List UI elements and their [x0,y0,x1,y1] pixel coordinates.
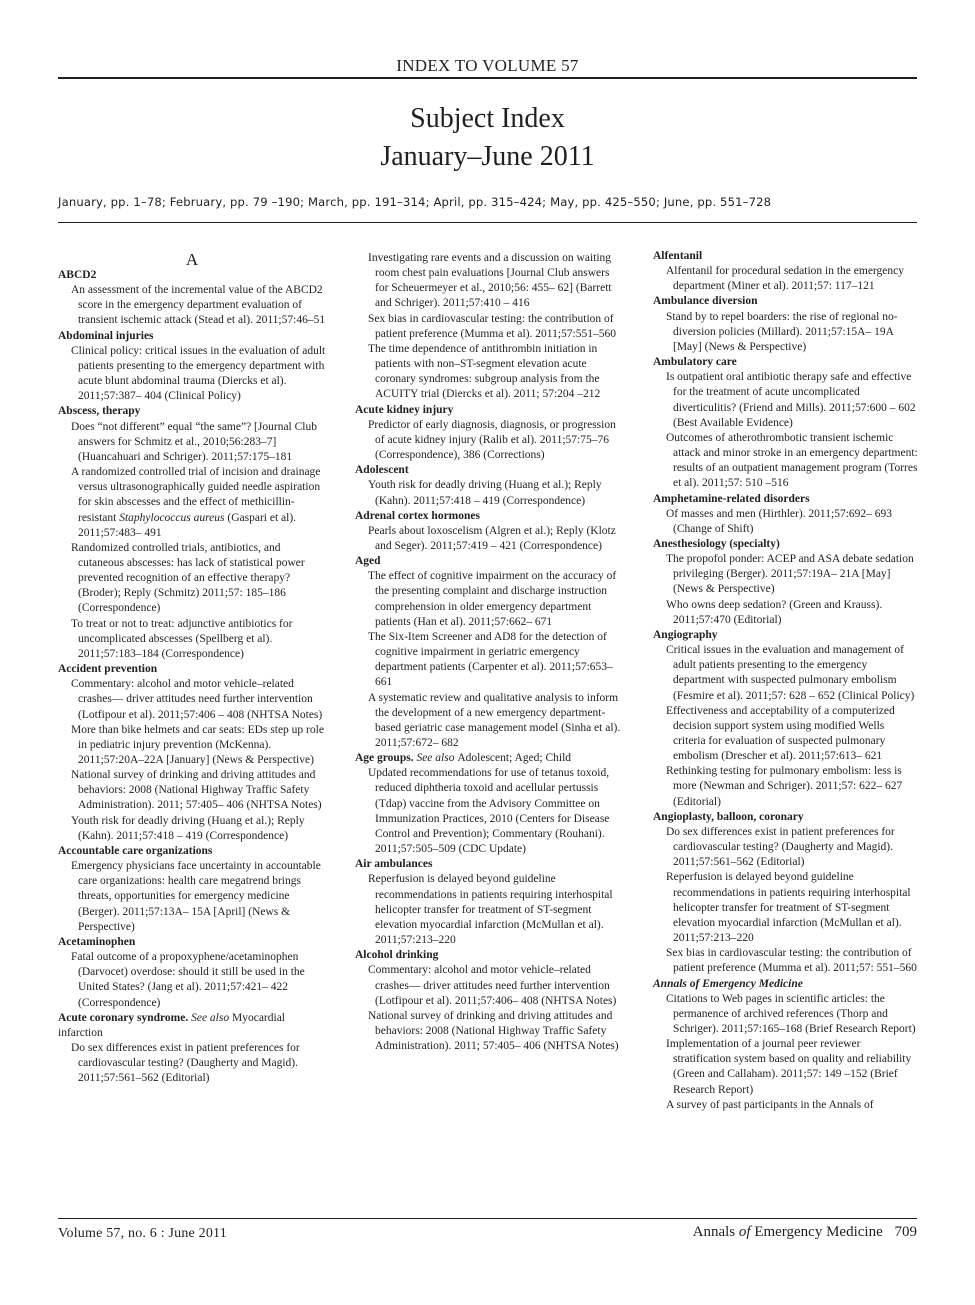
index-entry: National survey of drinking and driving attitudes and behaviors: 2008 (National Highway Traffic Safety Administration). 2011; 57:405– 406 (NHTSA Notes) [368,1009,619,1053]
index-heading [58,1011,326,1041]
index-heading: Alcohol drinking [355,949,439,962]
index-entry: Does “not different” equal “the same”? [Journal Club answers for Schmitz et al., 2010;56:283–7] (Huancahuari and Schriger). 2011;57:175–181 [71,420,317,463]
issue-page-ranges: January, pp. 1–78; February, pp. 79 –190; March, pp. 191–314; April, pp. 315–424; May, pp. 425–550; June, pp. 551–728 [58,195,772,209]
index-entry: Investigating rare events and a discussion on waiting room chest pain evaluations [Journal Club answers for Scheuermeyer et al., 2010;56: 455– 62] (Barrett and Schriger). 2011;57:410 – 416 [368,252,612,310]
index-entry: Rethinking testing for pulmonary embolism: less is more (Newman and Schriger). 2011;57: 622– 627 (Editorial) [666,765,903,808]
index-heading: Angioplasty, balloon, coronary [653,810,804,823]
index-entry: A systematic review and qualitative analysis to inform the development of a new emergency department-based geriatric case management model (Sinha et al). 2011;57:672– 682 [368,691,621,749]
index-heading [355,751,623,766]
index-entry: Do sex differences exist in patient preferences for cardiovascular testing? (Daugherty and Magid). 2011;57:561–562 (Editorial) [666,825,895,869]
index-entry: Youth risk for deadly driving (Huang et al.); Reply (Kahn). 2011;57:418 – 419 (Correspondence) [71,814,305,842]
index-entry: Reperfusion is delayed beyond guideline recommendations in patients requiring interhospital helicopter transfer for treatment of ST-segment elevation myocardial infarction (McMullan et al). 2011;57:213–220 [666,871,911,945]
index-heading: Acute kidney injury [355,403,454,416]
index-heading: Annals of Emergency Medicine [653,977,803,990]
index-entry: Of masses and men (Hirthler). 2011;57:692– 693 (Change of Shift) [666,507,893,535]
index-entry: The effect of cognitive impairment on the accuracy of the presenting complaint and discharge instruction comprehension in older emergency department patients (Han et al). 2011;57:662– 671 [368,570,617,628]
index-column-2 [355,251,623,1054]
index-heading: Abscess, therapy [58,405,141,418]
see-also-label: See also [416,752,455,765]
page-subtitle: January–June 2011 [380,141,595,172]
page-number: 709 [894,1224,917,1240]
index-entry: Randomized controlled trials, antibiotics, and cutaneous abscesses: has lack of statistical power prevented recognition of an effective therapy? (Broder); Reply (Schmitz) 2011;57: 185–186 (Correspondence) [71,541,305,615]
index-entry: Outcomes of atherothrombotic transient ischemic attack and minor stroke in an emergency department: results of an outpatient management program (Torres et al). 2011;57: 510 –516 [666,431,918,490]
index-entry: The time dependence of antithrombin initiation in patients with non–ST-segment elevation acute coronary syndromes: subgroup analysis from the ACUITY trial (Diercks et al). 2011; 57:204 –212 [368,342,601,401]
index-heading: Adrenal cortex hormones [355,509,480,522]
index-heading: Amphetamine-related disorders [653,492,810,505]
header-rule [58,222,917,223]
see-also-terms: Adolescent; Aged; Child [457,752,572,765]
index-entry: Implementation of a journal peer reviewer stratification system based on quality and reliability (Green and Callaham). 2011;57: 149 –152 (Brief Research Report) [666,1038,912,1096]
index-entry: Youth risk for deadly driving (Huang et al.); Reply (Kahn). 2011;57:418 – 419 (Correspondence) [368,479,602,507]
index-entry: Updated recommendations for use of tetanus toxoid, reduced diphtheria toxoid and acellular pertussis (Tdap) vaccine from the Advisory Committee on Immunization Practices, 2010 (Centers for Disease Control and Prevention); Commentary (Rouhani). 2011;57:505–509 (CDC Update) [368,767,610,856]
index-entry: Clinical policy: critical issues in the evaluation of adult patients presenting to the emergency department with acute blunt abdominal trauma (Diercks et al). 2011;57:387– 404 (Clinical Policy) [71,344,326,403]
heading-term: Age groups. [355,752,414,765]
journal-name-of: of [738,1224,751,1240]
index-entry: Alfentanil for procedural sedation in the emergency department (Miner et al). 2011;57: 117–121 [666,265,905,293]
section-letter: A [185,250,199,269]
index-entry: Citations to Web pages in scientific articles: the permanence of archived references (Thorp and Schriger). 2011;57:165–168 (Brief Research Report) [666,992,916,1035]
index-heading: Abdominal injuries [58,329,154,342]
index-column-3 [653,249,918,1113]
index-entry: The propofol ponder: ACEP and ASA debate sedation privileging (Berger). 2011;57:19A– 21A [May] (News & Perspective) [666,553,914,596]
index-entry: Who owns deep sedation? (Green and Krauss). 2011;57:470 (Editorial) [666,598,883,626]
index-entry: A randomized controlled trial of incision and drainage versus ultrasonographically guided needle aspiration for skin abscesses and the effect of methicillin-resistant Staphylococcus aureus (Gaspari et al). 2011;57:483– 491 [71,466,321,539]
page-title: Subject Index [410,103,565,134]
index-entry: Stand by to repel boarders: the rise of regional no-diversion policies (Millard). 2011;57:15A– 19A [May] (News & Perspective) [666,310,898,353]
index-heading: Air ambulances [355,858,433,871]
index-heading: Ambulatory care [653,356,737,369]
index-entry: A survey of past participants in the Annals of [666,1098,874,1111]
index-entry: Commentary: alcohol and motor vehicle–related crashes— driver attitudes need further intervention (Lotfipour et al). 2011;57:406– 408 (NHTSA Notes) [368,964,617,1007]
index-heading: Alfentanil [653,250,703,262]
see-also-label: See also [191,1011,230,1024]
journal-footer [693,1224,917,1241]
journal-name-post: Emergency Medicine [754,1224,883,1240]
index-entry: Reperfusion is delayed beyond guideline recommendations in patients requiring interhospital helicopter transfer for treatment of ST-segment elevation myocardial infarction (McMullan et al). 2011;57:213–220 [368,873,613,947]
footer-rule [58,1218,917,1219]
index-entry: Fatal outcome of a propoxyphene/acetaminophen (Darvocet) overdose: should it still be used in the United States? (Jang et al). 2011;57:421– 422 (Correspondence) [71,951,305,1009]
index-column-1 [58,249,326,1086]
index-heading: Adolescent [355,464,409,477]
index-entry: Commentary: alcohol and motor vehicle–related crashes— driver attitudes need further intervention (Lotfipour et al). 2011;57:406 – 408 (NHTSA Notes) [71,678,323,721]
running-head: INDEX TO VOLUME 57 [396,56,579,75]
heading-term: Acute coronary syndrome. [58,1011,189,1024]
index-heading: ABCD2 [58,269,97,281]
index-heading: Anesthesiology (specialty) [653,537,780,550]
index-entry: Do sex differences exist in patient preferences for cardiovascular testing? (Daugherty and Magid). 2011;57:561–562 (Editorial) [71,1041,300,1085]
index-entry: National survey of drinking and driving attitudes and behaviors: 2008 (National Highway Traffic Safety Administration). 2011; 57:405– 406 (NHTSA Notes) [71,769,322,812]
index-heading: Ambulance diversion [653,295,758,308]
index-entry: The Six-Item Screener and AD8 for the detection of cognitive impairment in geriatric emergency department patients (Carpenter et al). 2011;57:653– 661 [368,630,613,689]
journal-name-pre: Annals [692,1224,736,1240]
index-entry: An assessment of the incremental value of the ABCD2 score in the emergency department evaluation of transient ischemic attack (Stead et al). 2011;57:46–51 [71,284,326,327]
volume-issue-info: Volume 57, no. 6 : June 2011 [58,1226,227,1241]
index-entry: Predictor of early diagnosis, diagnosis, or progression of acute kidney injury (Ralib et al). 2011;57:75–76 (Correspondence), 386 (Corrections) [368,418,616,462]
index-entry: Sex bias in cardiovascular testing: the contribution of patient preference (Mumma et al). 2011;57:551–560 [368,312,616,340]
index-entry: Effectiveness and acceptability of a computerized decision support system using modified Wells criteria for evaluation of suspected pulmonary embolism (Drescher et al). 2011;57:613– 621 [666,704,895,763]
top-rule [58,77,917,79]
see-also-terms: Myocardial infarction [58,1011,285,1039]
index-heading: Accountable care organizations [58,844,213,857]
index-entry: Pearls about loxoscelism (Algren et al.); Reply (Klotz and Seger). 2011;57:419 – 421 (Correspondence) [368,524,616,552]
index-entry: Is outpatient oral antibiotic therapy safe and effective for the treatment of acute uncomplicated diverticulitis? (Friend and Mills). 2011;57:600 – 602 (Best Available Evidence) [666,371,916,429]
index-entry: Emergency physicians face uncertainty in accountable care organizations: health care megatrend brings threats, opportunities for emergency medicine (Berger). 2011;57:13A– 15A [April] (News & Perspective) [71,860,321,933]
index-title-block [58,100,917,176]
index-entry: Sex bias in cardiovascular testing: the contribution of patient preference (Mumma et al). 2011;57: 551–560 [666,947,917,975]
index-entry: To treat or not to treat: adjunctive antibiotics for uncomplicated abscesses (Spellberg et al). 2011;57:183–184 (Correspondence) [71,617,293,660]
index-heading: Accident prevention [58,663,158,676]
index-entry: More than bike helmets and car seats: EDs step up role in pediatric injury prevention (McKenna). 2011;57:20A–22A [January] (News & Perspective) [71,723,324,766]
index-heading: Aged [355,555,381,568]
index-heading: Acetaminophen [58,935,136,948]
index-heading: Angiography [653,628,718,641]
index-entry: Critical issues in the evaluation and management of adult patients presenting to the emergency department with suspected pulmonary embolism (Fesmire et al). 2011;57: 628 – 652 (Clinical Policy) [666,644,915,702]
